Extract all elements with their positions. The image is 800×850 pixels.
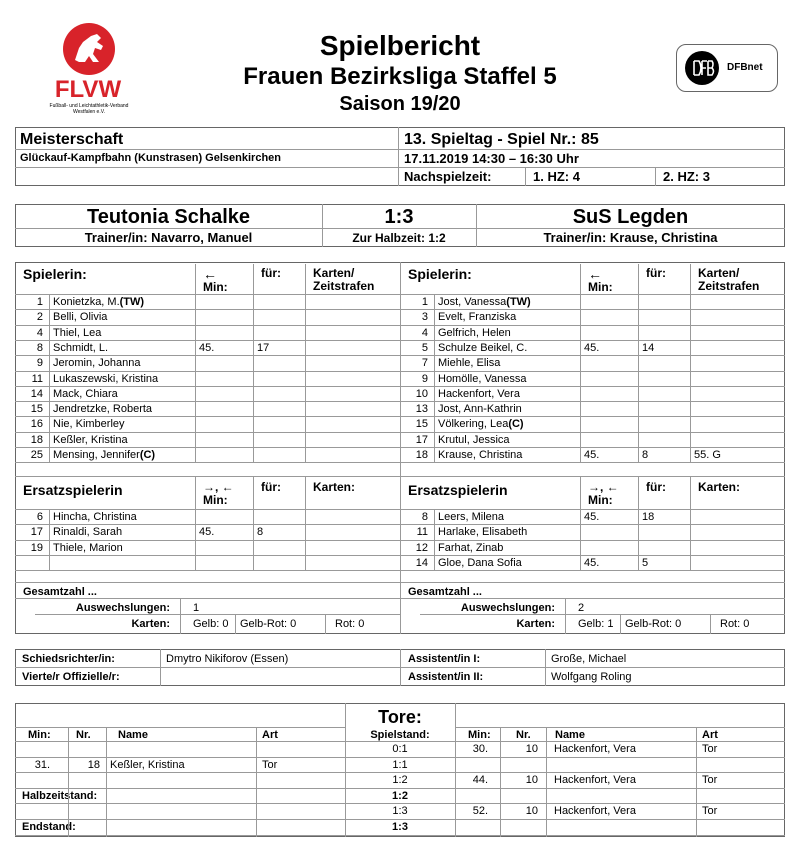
- away-totals-label: Gesamtzahl ...: [408, 586, 482, 598]
- away-cards-header: Karten/: [698, 266, 740, 280]
- halftime-score: Zur Halbzeit: 1:2: [352, 231, 446, 245]
- goals-col-type-away: Art: [702, 729, 718, 741]
- player-role-badge: (TW): [506, 296, 531, 308]
- away-goal-nr: 10: [525, 805, 538, 818]
- home-subs-count-label: Auswechslungen:: [75, 602, 170, 614]
- away-subs-min-header: Min:: [588, 493, 613, 507]
- away-player-sub-for: 14: [642, 341, 655, 354]
- matchday: 13. Spieltag - Spiel Nr.: 85: [404, 131, 599, 148]
- home-sub-name: Rinaldi, Sarah: [53, 526, 123, 539]
- away-team-name: SuS Legden: [572, 206, 689, 228]
- home-coach: Trainer/in: Navarro, Manuel: [84, 230, 253, 245]
- away-sub-min: 45.: [584, 511, 600, 523]
- away-player-name: Homölle, Vanessa: [438, 372, 527, 385]
- away-player-number: 5: [421, 341, 428, 354]
- home-cards-header: Karten/: [313, 266, 355, 280]
- home-player-number: 2: [36, 311, 43, 324]
- home-sub-min: 45.: [199, 526, 215, 539]
- away-sub-name: Gloe, Dana Sofia: [438, 556, 522, 569]
- goals-col-min-away: Min:: [468, 729, 491, 741]
- fourth-official-label: Vierte/r Offizielle/r:: [22, 671, 120, 683]
- away-goal-min: 52.: [472, 805, 488, 818]
- assistant2-label: Assistent/in II:: [408, 671, 484, 683]
- away-subs-count: 2: [578, 602, 585, 614]
- assistant2-name: Wolfgang Roling: [551, 671, 632, 683]
- home-goal-scorer: Keßler, Kristina: [110, 758, 185, 771]
- away-cards-count-label: Karten:: [516, 618, 555, 630]
- away-player-number: 18: [415, 449, 428, 461]
- home-sub-for: 8: [257, 526, 264, 539]
- away-player-sub-min: 45.: [584, 449, 600, 461]
- away-player-name: Krutul, Jessica: [438, 433, 510, 446]
- away-red-count: Rot: 0: [720, 618, 750, 630]
- away-cards-header-2: Zeitstrafen: [698, 279, 760, 293]
- away-player-name: Jost, Vanessa(TW): [438, 296, 531, 308]
- goals-col-min-home: Min:: [28, 729, 51, 741]
- player-role-badge: (C): [139, 449, 156, 461]
- venue: Glückauf-Kampfbahn (Kunstrasen) Gelsenkirchen: [20, 152, 281, 164]
- away-player-number: 4: [421, 326, 428, 339]
- home-goal-type: Tor: [262, 758, 278, 771]
- goals-col-type-home: Art: [262, 729, 278, 741]
- home-player-sub-min: 45.: [199, 341, 215, 354]
- home-min-header: Min:: [203, 280, 228, 294]
- assistant1-label: Assistent/in I:: [408, 653, 481, 665]
- home-player-name: Jeromin, Johanna: [53, 357, 141, 370]
- home-for-header: für:: [261, 266, 281, 280]
- away-goal-nr: 10: [525, 774, 538, 787]
- flvw-logo-subtitle-2: Westfalen e.V.: [73, 109, 105, 115]
- home-subs-arrows: →, ←: [203, 480, 234, 494]
- away-player-cards: 55. G: [694, 449, 721, 461]
- goals-col-name-away: Name: [555, 729, 585, 741]
- away-player-name: Gelfrich, Helen: [438, 326, 511, 339]
- away-coach: Trainer/in: Krause, Christina: [543, 230, 718, 245]
- home-player-number: 8: [36, 341, 43, 354]
- home-sub-name: Hincha, Christina: [53, 511, 137, 523]
- final-label: Endstand:: [22, 821, 76, 833]
- referee-name: Dmytro Nikiforov (Essen): [166, 653, 289, 665]
- away-player-number: 10: [415, 387, 428, 400]
- home-player-number: 11: [31, 372, 43, 385]
- assistant1-name: Große, Michael: [551, 653, 627, 665]
- home-player-number: 1: [36, 296, 43, 308]
- away-player-number: 15: [415, 418, 428, 431]
- dfb-logo: [676, 44, 778, 92]
- away-goal-scorer: Hackenfort, Vera: [554, 743, 636, 755]
- home-player-number: 14: [30, 387, 43, 400]
- home-player-number: 25: [30, 449, 43, 461]
- home-player-sub-for: 17: [257, 341, 270, 354]
- dfb-emblem-icon: [685, 51, 719, 85]
- player-role-badge: (TW): [119, 296, 145, 308]
- home-goal-nr: 18: [87, 758, 100, 771]
- season-title: Saison 19/20: [339, 93, 461, 115]
- away-player-number: 3: [421, 311, 428, 324]
- away-subs-header: Ersatzspielerin: [408, 482, 508, 498]
- home-min-arrow: ←: [203, 266, 217, 282]
- away-player-header: Spielerin:: [408, 266, 472, 282]
- away-sub-number: 8: [421, 511, 428, 523]
- page-title: Spielbericht: [319, 30, 481, 61]
- extra-time-ht1: 1. HZ: 4: [533, 169, 580, 184]
- home-subs-count: 1: [193, 602, 200, 614]
- goal-score: 0:1: [392, 743, 408, 755]
- away-sub-number: 11: [416, 526, 428, 539]
- home-player-name: Jendretzke, Roberta: [53, 403, 153, 416]
- away-sub-number: 12: [415, 541, 428, 554]
- home-player-name: Thiel, Lea: [53, 326, 102, 339]
- goal-score: 1:1: [392, 758, 408, 771]
- away-min-arrow: ←: [588, 266, 602, 282]
- home-sub-name: Thiele, Marion: [53, 541, 123, 554]
- away-goal-type: Tor: [702, 743, 718, 755]
- referee-label: Schiedsrichter/in:: [22, 653, 115, 665]
- away-player-sub-for: 8: [642, 449, 649, 461]
- home-player-number: 18: [30, 433, 43, 446]
- dfb-logo-text: DFBnet: [727, 62, 763, 73]
- away-player-name: Krause, Christina: [438, 449, 523, 461]
- away-yellowred-count: Gelb-Rot: 0: [625, 618, 682, 630]
- away-player-name: Schulze Beikel, C.: [438, 341, 528, 354]
- home-subs-for-header: für:: [261, 480, 281, 494]
- home-subs-min-header: Min:: [203, 493, 228, 507]
- goals-col-score: Spielstand:: [370, 729, 430, 741]
- flvw-horse-shield-icon: [61, 22, 117, 76]
- home-player-name: Mack, Chiara: [53, 387, 118, 400]
- away-goal-nr: 10: [525, 743, 538, 755]
- away-player-number: 7: [421, 357, 428, 370]
- match-datetime: 17.11.2019 14:30 – 16:30 Uhr: [404, 151, 579, 166]
- away-goal-type: Tor: [702, 774, 718, 787]
- home-player-name: Mensing, Jennifer(C): [53, 449, 156, 461]
- home-red-count: Rot: 0: [335, 618, 365, 630]
- home-subs-cards-header: Karten:: [313, 480, 356, 494]
- goals-col-nr-home: Nr.: [76, 729, 91, 741]
- away-goal-type: Tor: [702, 805, 718, 818]
- away-min-header: Min:: [588, 280, 613, 294]
- league-title: Frauen Bezirksliga Staffel 5: [243, 63, 557, 90]
- home-player-header: Spielerin:: [23, 266, 87, 282]
- away-goal-min: 30.: [472, 743, 488, 755]
- home-player-name: Konietzka, M.(TW): [53, 296, 145, 308]
- away-for-header: für:: [646, 266, 666, 280]
- home-player-number: 16: [30, 418, 43, 431]
- away-player-name: Evelt, Franziska: [438, 311, 517, 324]
- away-player-number: 13: [415, 403, 428, 416]
- home-yellowred-count: Gelb-Rot: 0: [240, 618, 297, 630]
- home-player-number: 4: [36, 326, 43, 339]
- flvw-logo-subtitle: Fußball- und Leichtathletik-Verband: [49, 103, 129, 109]
- away-subs-for-header: für:: [646, 480, 666, 494]
- home-sub-number: 19: [30, 541, 43, 554]
- home-player-number: 15: [30, 403, 43, 416]
- goal-score: 1:3: [392, 821, 408, 833]
- extra-time-ht2: 2. HZ: 3: [663, 169, 710, 184]
- away-player-number: 17: [415, 433, 428, 446]
- away-sub-name: Leers, Milena: [438, 511, 505, 523]
- goals-title: Tore:: [378, 707, 422, 727]
- home-player-name: Belli, Olivia: [53, 311, 108, 324]
- home-cards-header-2: Zeitstrafen: [313, 279, 375, 293]
- flvw-logo-text: FLVW: [54, 76, 122, 103]
- goal-score: 1:2: [392, 789, 408, 802]
- home-player-name: Nie, Kimberley: [53, 418, 125, 431]
- away-sub-min: 45.: [584, 556, 600, 569]
- home-sub-number: 17: [30, 526, 43, 539]
- home-player-name: Keßler, Kristina: [53, 433, 128, 446]
- away-yellow-count: Gelb: 1: [578, 618, 614, 630]
- away-subs-cards-header: Karten:: [698, 480, 741, 494]
- home-goal-min: 31.: [34, 758, 50, 771]
- away-subs-count-label: Auswechslungen:: [460, 602, 555, 614]
- away-goal-min: 44.: [472, 774, 488, 787]
- away-subs-arrows: →, ←: [588, 480, 619, 494]
- away-sub-number: 14: [415, 556, 428, 569]
- away-sub-name: Farhat, Zinab: [438, 541, 504, 554]
- away-sub-for: 5: [642, 556, 649, 569]
- home-player-name: Schmidt, L.: [53, 341, 109, 354]
- home-yellow-count: Gelb: 0: [193, 618, 229, 630]
- player-role-badge: (C): [508, 418, 524, 431]
- away-sub-name: Harlake, Elisabeth: [438, 526, 528, 539]
- away-player-name: Hackenfort, Vera: [438, 387, 520, 400]
- home-totals-label: Gesamtzahl ...: [23, 586, 97, 598]
- home-player-number: 9: [36, 357, 43, 370]
- away-goal-scorer: Hackenfort, Vera: [554, 774, 636, 787]
- away-player-name: Jost, Ann-Kathrin: [438, 403, 522, 416]
- goal-score: 1:3: [392, 805, 408, 818]
- home-sub-number: 6: [36, 511, 43, 523]
- away-player-number: 9: [421, 372, 428, 385]
- away-goal-scorer: Hackenfort, Vera: [554, 805, 636, 818]
- away-player-number: 1: [421, 296, 428, 308]
- goals-col-name-home: Name: [118, 729, 148, 741]
- home-subs-header: Ersatzspielerin: [23, 482, 123, 498]
- away-player-sub-min: 45.: [584, 341, 600, 354]
- away-player-name: Völkering, Lea(C): [438, 418, 524, 431]
- away-player-name: Miehle, Elisa: [438, 357, 501, 370]
- goals-col-nr-away: Nr.: [516, 729, 531, 741]
- home-player-name: Lukaszewski, Kristina: [53, 372, 159, 385]
- home-team-name: Teutonia Schalke: [86, 206, 250, 228]
- competition: Meisterschaft: [20, 131, 124, 148]
- away-sub-for: 18: [642, 511, 655, 523]
- home-cards-count-label: Karten:: [131, 618, 170, 630]
- extra-time-label: Nachspielzeit:: [404, 169, 492, 184]
- halftime-label: Halbzeitstand:: [22, 789, 98, 802]
- final-result: 1:3: [384, 206, 414, 228]
- goal-score: 1:2: [392, 774, 408, 787]
